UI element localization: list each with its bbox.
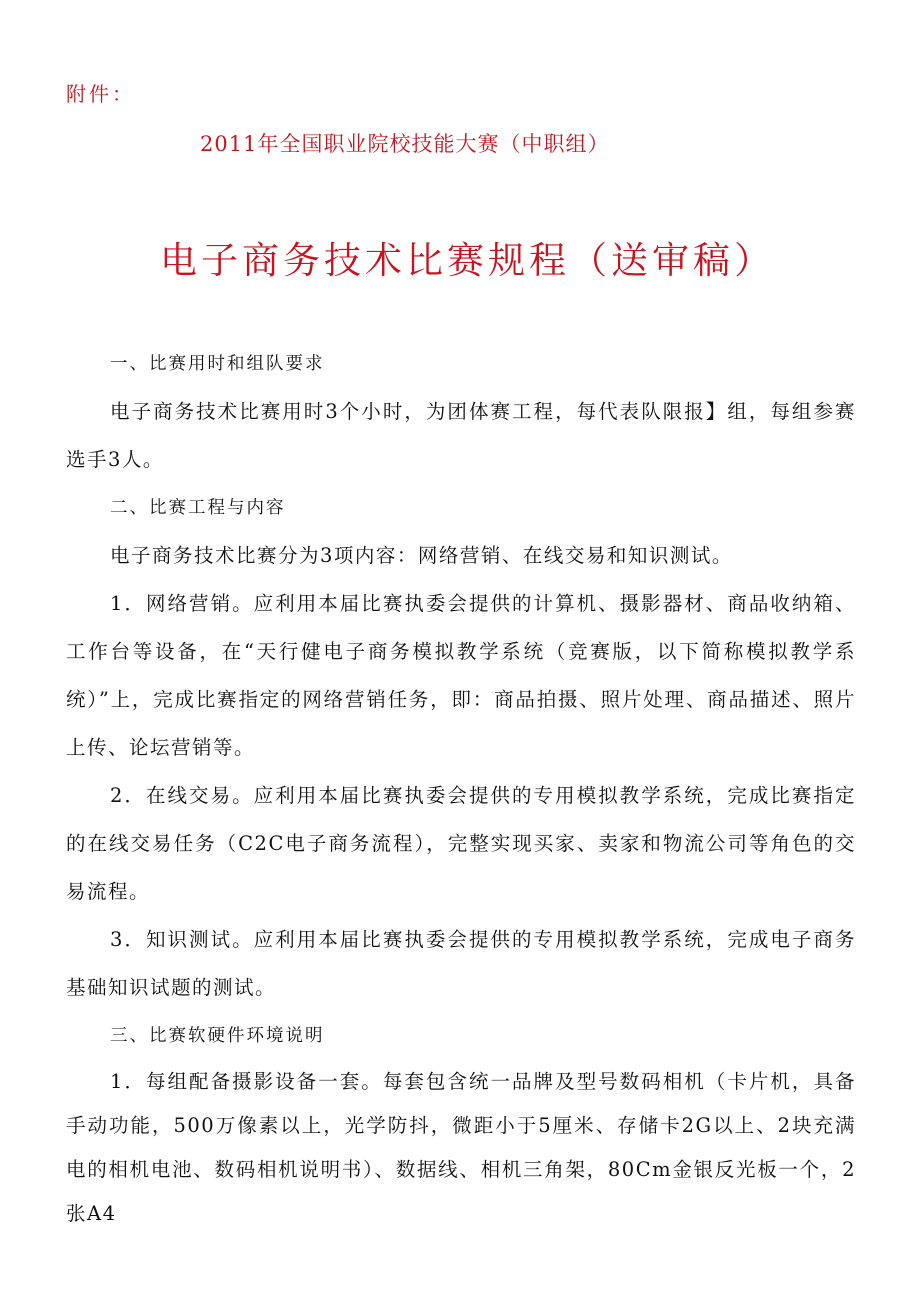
paragraph-photo-equipment: 1．每组配备摄影设备一套。每套包含统一品牌及型号数码相机（卡片机，具备手动功能，500万像素以上，光学防抖，微距小于5厘米、存储卡2G以上、2块充满电的相机电池、数码相机说明书）、数据线、相机三角架，80Cm金银反光板一个，2张A4 <box>66 1070 856 1225</box>
section-heading-2: 二、比赛工程与内容 <box>110 498 286 518</box>
paragraph-knowledge-test: 3．知识测试。应利用本届比赛执委会提供的专用模拟教学系统，完成电子商务基础知识试题的测试。 <box>66 928 856 999</box>
document-body <box>66 340 856 1236</box>
attachment-label: 附件： <box>66 82 135 106</box>
paragraph-content-overview: 电子商务技术比赛分为3项内容：网络营销、在线交易和知识测试。 <box>110 544 733 567</box>
competition-subtitle: 2011年全国职业院校技能大赛（中职组） <box>200 132 610 156</box>
paragraph-team-requirements: 电子商务技术比赛用时3个小时，为团体赛工程，每代表队限报】组，每组参赛选手3人。 <box>66 400 856 471</box>
section-heading-1: 一、比赛用时和组队要求 <box>110 354 325 374</box>
paragraph-online-trading: 2．在线交易。应利用本届比赛执委会提供的专用模拟教学系统，完成比赛指定的在线交易任务（C2C电子商务流程），完整实现买家、卖家和物流公司等角色的交易流程。 <box>66 784 856 903</box>
paragraph-online-marketing: 1．网络营销。应利用本届比赛执委会提供的计算机、摄影器材、商品收纳箱、工作台等设备，在“天行健电子商务模拟教学系统（竞赛版，以下简称模拟教学系统）”上，完成比赛指定的网络营销任务，即：商品拍摄、照片处理、商品描述、照片上传、论坛营销等。 <box>66 592 856 759</box>
page-title: 电子商务技术比赛规程（送审稿） <box>160 239 775 282</box>
section-heading-3: 三、比赛软硬件环境说明 <box>110 1026 325 1046</box>
